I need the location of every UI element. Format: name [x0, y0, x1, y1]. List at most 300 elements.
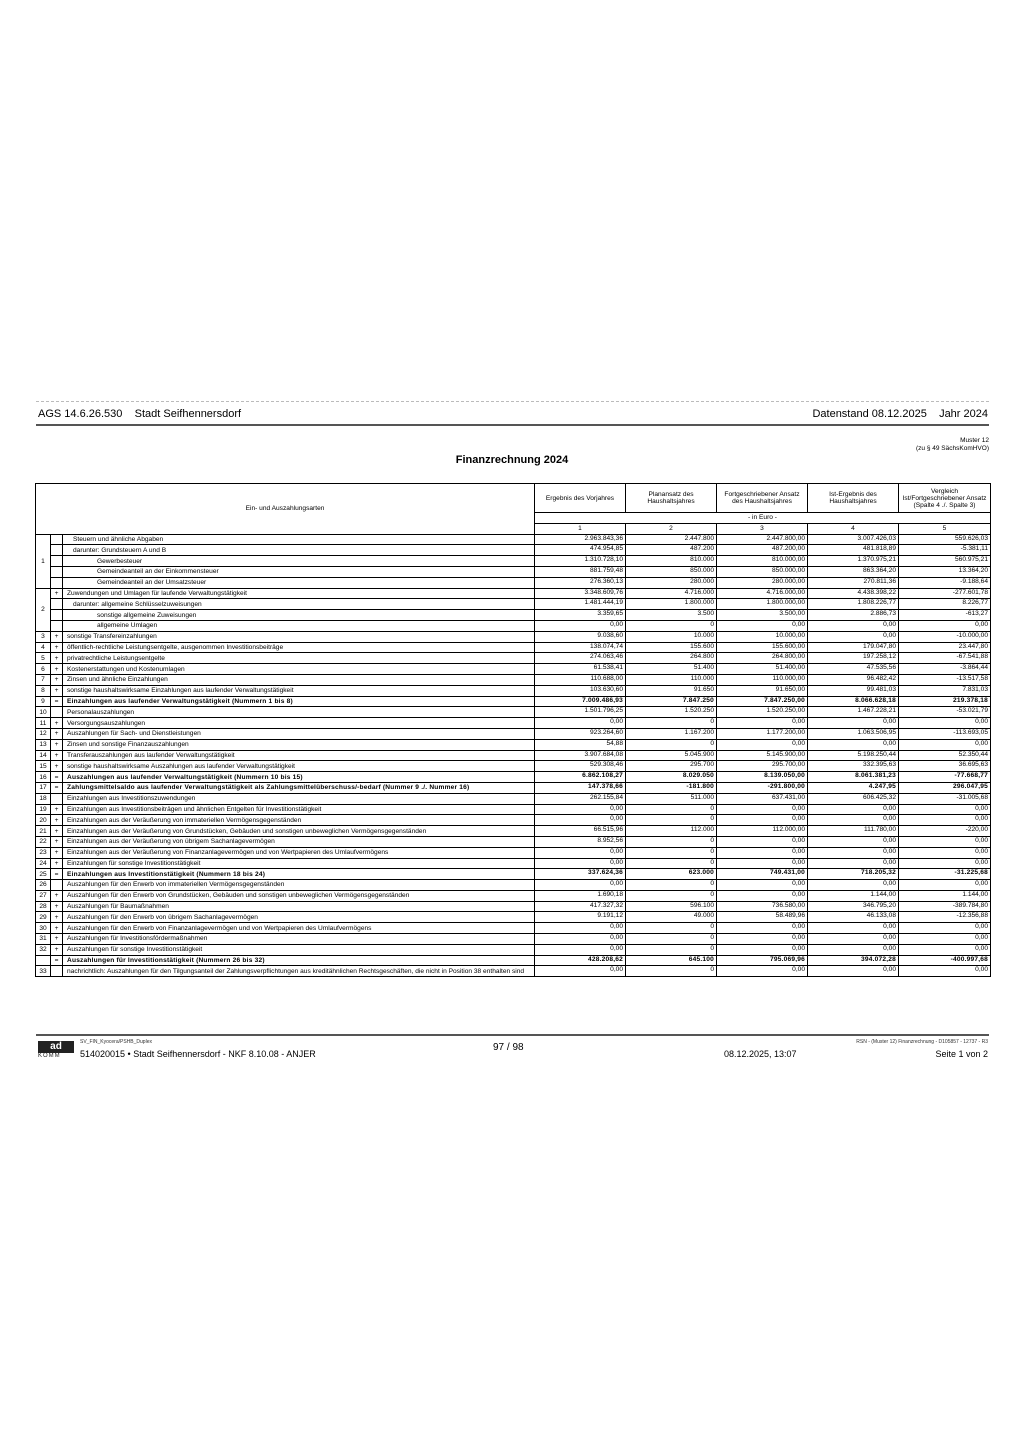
row-operator: +: [51, 826, 63, 837]
value-col-1: 138.074,74: [535, 642, 626, 653]
row-number: 1: [36, 534, 51, 588]
row-label: Auszahlungen aus laufender Verwaltungstätigkeit (Nummern 10 bis 15): [63, 772, 535, 783]
row-label: sonstige allgemeine Zuweisungen: [63, 610, 535, 621]
value-col-3: 0,00: [717, 847, 808, 858]
table-row: [36, 880, 991, 891]
value-col-3: 850.000,00: [717, 566, 808, 577]
value-col-3: 0,00: [717, 923, 808, 934]
row-label: Transferauszahlungen aus laufender Verwaltungstätigkeit: [63, 750, 535, 761]
row-label: Auszahlungen für den Erwerb von Grundstücken, Gebäuden und sonstigen unbeweglichen Vermögensgegenständen: [63, 890, 535, 901]
row-operator: [51, 534, 63, 545]
value-col-4: 1.370.975,21: [808, 556, 899, 567]
value-col-1: 417.327,32: [535, 901, 626, 912]
value-col-3: 810.000,00: [717, 556, 808, 567]
row-label: Zuwendungen und Umlagen für laufende Verwaltungstätigkeit: [63, 588, 535, 599]
value-col-4: 8.061.381,23: [808, 772, 899, 783]
value-col-2: 1.800.000: [626, 599, 717, 610]
row-number: 27: [36, 890, 51, 901]
value-col-1: 61.538,41: [535, 664, 626, 675]
row-operator: =: [51, 696, 63, 707]
table-row: [36, 793, 991, 804]
value-col-1: 0,00: [535, 847, 626, 858]
value-col-1: 1.501.796,25: [535, 707, 626, 718]
value-col-2: 0: [626, 858, 717, 869]
value-col-5: 0,00: [899, 804, 991, 815]
table-row: [36, 707, 991, 718]
value-col-4: 0,00: [808, 858, 899, 869]
value-col-1: 103.630,60: [535, 685, 626, 696]
col-header-5: Vergleich Ist/Fortgeschriebener Ansatz (Spalte 4 ./. Spalte 3): [899, 484, 991, 513]
row-label: darunter: allgemeine Schlüsselzuweisungen: [63, 599, 535, 610]
value-col-5: -400.997,68: [899, 955, 991, 966]
value-col-5: 52.350,44: [899, 750, 991, 761]
row-operator: [51, 793, 63, 804]
row-operator: +: [51, 685, 63, 696]
value-col-2: 0: [626, 836, 717, 847]
value-col-1: 0,00: [535, 944, 626, 955]
muster-line1: Muster 12: [960, 437, 989, 444]
value-col-1: 529.308,46: [535, 761, 626, 772]
value-col-2: 280.000: [626, 577, 717, 588]
value-col-4: 863.364,20: [808, 566, 899, 577]
row-label: Auszahlungen für den Erwerb von immateriellen Vermögensgegenständen: [63, 880, 535, 891]
value-col-3: 0,00: [717, 718, 808, 729]
value-col-2: 112.000: [626, 826, 717, 837]
unit-row: - in Euro -: [535, 513, 991, 524]
row-operator: +: [51, 934, 63, 945]
value-col-2: 91.650: [626, 685, 717, 696]
value-col-1: 0,00: [535, 966, 626, 977]
row-operator: +: [51, 718, 63, 729]
table-row: [36, 653, 991, 664]
table-row: [36, 847, 991, 858]
value-col-5: -220,00: [899, 826, 991, 837]
value-col-4: 481.818,89: [808, 545, 899, 556]
row-number: 30: [36, 923, 51, 934]
table-row: [36, 728, 991, 739]
value-col-1: 0,00: [535, 815, 626, 826]
value-col-4: 0,00: [808, 966, 899, 977]
value-col-4: 0,00: [808, 718, 899, 729]
value-col-5: 0,00: [899, 923, 991, 934]
value-col-5: -77.668,77: [899, 772, 991, 783]
value-col-4: 4.438.398,22: [808, 588, 899, 599]
value-col-5: 560.975,21: [899, 556, 991, 567]
footer-rule: [36, 1034, 989, 1036]
value-col-2: 295.700: [626, 761, 717, 772]
value-col-4: 0,00: [808, 934, 899, 945]
row-number: 29: [36, 912, 51, 923]
col-number-5: 5: [899, 523, 991, 534]
row-label: öffentlich-rechtliche Leistungsentgelte, ausgenommen Investitionsbeiträge: [63, 642, 535, 653]
row-operator: +: [51, 631, 63, 642]
value-col-4: 1.063.506,95: [808, 728, 899, 739]
value-col-1: 147.378,66: [535, 782, 626, 793]
footer-source: 514020015 • Stadt Seifhennersdorf - NKF 8.10.08 - ANJER: [80, 1049, 316, 1059]
value-col-4: 4.247,95: [808, 782, 899, 793]
row-label: sonstige Transfereinzahlungen: [63, 631, 535, 642]
table-row: [36, 674, 991, 685]
print-date: 08.12.2025, 13:07: [724, 1049, 797, 1059]
value-col-4: 46.133,08: [808, 912, 899, 923]
row-label: Auszahlungen für Sach- und Dienstleistungen: [63, 728, 535, 739]
value-col-1: 274.063,46: [535, 653, 626, 664]
value-col-4: 0,00: [808, 923, 899, 934]
row-number: 21: [36, 826, 51, 837]
row-operator: [51, 599, 63, 610]
value-col-1: 110.688,00: [535, 674, 626, 685]
table-row: [36, 815, 991, 826]
value-col-2: 810.000: [626, 556, 717, 567]
value-col-3: 736.580,00: [717, 901, 808, 912]
row-label: Einzahlungen aus der Veräußerung von übrigem Sachanlagevermögen: [63, 836, 535, 847]
row-operator: [51, 566, 63, 577]
value-col-5: -389.784,80: [899, 901, 991, 912]
row-number: 19: [36, 804, 51, 815]
value-col-4: 3.007.426,03: [808, 534, 899, 545]
table-row: [36, 966, 991, 977]
table-row: [36, 534, 991, 545]
value-col-4: 47.535,56: [808, 664, 899, 675]
table-row: [36, 566, 991, 577]
row-number: 22: [36, 836, 51, 847]
row-label: sonstige haushaltswirksame Einzahlungen aus laufender Verwaltungstätigkeit: [63, 685, 535, 696]
row-label: Auszahlungen für den Erwerb von übrigem Sachanlagevermögen: [63, 912, 535, 923]
row-label: privatrechtliche Leistungsentgelte: [63, 653, 535, 664]
table-row: [36, 772, 991, 783]
header-rule: [36, 424, 989, 426]
value-col-1: 0,00: [535, 804, 626, 815]
value-col-3: 0,00: [717, 739, 808, 750]
value-col-2: 596.100: [626, 901, 717, 912]
value-col-4: 0,00: [808, 880, 899, 891]
row-label: Steuern und ähnliche Abgaben: [63, 534, 535, 545]
row-label: nachrichtlich: Auszahlungen für den Tilgungsanteil der Zahlungsverpflichtungen aus kreditähnlichen Rechtsgeschäften, die nicht in Position 38 enthalten sind: [63, 966, 535, 977]
value-col-5: 0,00: [899, 944, 991, 955]
value-col-2: 110.000: [626, 674, 717, 685]
table-row: [36, 664, 991, 675]
col-header-4: Ist-Ergebnis des Haushaltsjahres: [808, 484, 899, 513]
finance-table-body: [36, 534, 991, 977]
row-operator: =: [51, 869, 63, 880]
value-col-4: 8.066.628,18: [808, 696, 899, 707]
value-col-3: 1.520.250,00: [717, 707, 808, 718]
table-row: [36, 761, 991, 772]
datenstand: Datenstand 08.12.2025: [812, 408, 927, 420]
footer-report-id: RSN - (Muster 12) Finanzrechnung - D105857 - 12737 - R3: [856, 1039, 988, 1045]
value-col-4: 111.780,00: [808, 826, 899, 837]
value-col-1: 7.009.486,93: [535, 696, 626, 707]
row-operator: +: [51, 815, 63, 826]
row-number: 10: [36, 707, 51, 718]
table-row: [36, 858, 991, 869]
col-header-3: Fortgeschriebener Ansatz des Haushaltsjahres: [717, 484, 808, 513]
value-col-4: 96.482,42: [808, 674, 899, 685]
value-col-2: 0: [626, 966, 717, 977]
table-row: [36, 750, 991, 761]
row-label: Auszahlungen für Investitionstätigkeit (Nummern 26 bis 32): [63, 955, 535, 966]
value-col-1: 9.191,12: [535, 912, 626, 923]
value-col-1: 0,00: [535, 880, 626, 891]
value-col-2: 0: [626, 880, 717, 891]
value-col-5: 0,00: [899, 847, 991, 858]
value-col-3: 5.145.900,00: [717, 750, 808, 761]
muster-note: [916, 437, 989, 453]
value-col-3: 8.139.050,00: [717, 772, 808, 783]
row-operator: [51, 545, 63, 556]
row-label: Zinsen und sonstige Finanzauszahlungen: [63, 739, 535, 750]
row-number: 24: [36, 858, 51, 869]
table-row: [36, 545, 991, 556]
value-col-5: -53.021,79: [899, 707, 991, 718]
value-col-3: 0,00: [717, 620, 808, 631]
value-col-5: 8.226,77: [899, 599, 991, 610]
row-label: Einzahlungen aus Investitionsbeiträgen und ähnlichen Entgelten für Investitionstätigkeit: [63, 804, 535, 815]
ags-code: AGS 14.6.26.530: [38, 408, 123, 420]
value-col-5: -9.188,64: [899, 577, 991, 588]
value-col-5: 296.047,95: [899, 782, 991, 793]
row-number: 23: [36, 847, 51, 858]
page-counter: 97 / 98: [493, 1042, 524, 1053]
value-col-2: 3.500: [626, 610, 717, 621]
value-col-1: 54,88: [535, 739, 626, 750]
row-number: 14: [36, 750, 51, 761]
row-label: Auszahlungen für sonstige Investitionstätigkeit: [63, 944, 535, 955]
value-col-2: 0: [626, 620, 717, 631]
row-number: 6: [36, 664, 51, 675]
value-col-1: 0,00: [535, 934, 626, 945]
value-col-2: 8.029.050: [626, 772, 717, 783]
value-col-1: 6.862.108,27: [535, 772, 626, 783]
value-col-2: 0: [626, 890, 717, 901]
row-label: Auszahlungen für den Erwerb von Finanzanlagevermögen und von Wertpapieren des Umlaufvermögens: [63, 923, 535, 934]
page-of: Seite 1 von 2: [935, 1049, 988, 1059]
row-operator: +: [51, 836, 63, 847]
value-col-3: 112.000,00: [717, 826, 808, 837]
row-number: [36, 955, 51, 966]
row-label: Versorgungsauszahlungen: [63, 718, 535, 729]
logo-sub: KOMM: [38, 1053, 61, 1059]
row-number: 20: [36, 815, 51, 826]
value-col-1: 3.907.684,08: [535, 750, 626, 761]
row-number: 9: [36, 696, 51, 707]
muster-line2: (zu § 49 SächsKomHVO): [916, 445, 989, 452]
value-col-2: 511.000: [626, 793, 717, 804]
value-col-4: 0,00: [808, 804, 899, 815]
row-operator: +: [51, 912, 63, 923]
value-col-5: -13.517,58: [899, 674, 991, 685]
value-col-4: 99.481,03: [808, 685, 899, 696]
value-col-4: 0,00: [808, 631, 899, 642]
value-col-1: 3.359,65: [535, 610, 626, 621]
header-right: [812, 408, 988, 420]
row-number: 33: [36, 966, 51, 977]
value-col-1: 262.155,84: [535, 793, 626, 804]
row-operator: [51, 707, 63, 718]
row-number: 28: [36, 901, 51, 912]
value-col-2: 645.100: [626, 955, 717, 966]
row-number: 12: [36, 728, 51, 739]
logo-mark: ad: [38, 1041, 74, 1053]
value-col-2: 0: [626, 944, 717, 955]
value-col-4: 2.886,73: [808, 610, 899, 621]
value-col-3: 110.000,00: [717, 674, 808, 685]
row-operator: [51, 966, 63, 977]
row-operator: +: [51, 588, 63, 599]
header-left: [38, 408, 241, 420]
row-operator: [51, 577, 63, 588]
value-col-3: -291.800,00: [717, 782, 808, 793]
value-col-4: 270.811,36: [808, 577, 899, 588]
row-number: 26: [36, 880, 51, 891]
value-col-4: 394.072,28: [808, 955, 899, 966]
value-col-3: 4.716.000,00: [717, 588, 808, 599]
value-col-1: 0,00: [535, 923, 626, 934]
value-col-1: 337.624,36: [535, 869, 626, 880]
row-label: Einzahlungen aus der Veräußerung von immateriellen Vermögensgegenständen: [63, 815, 535, 826]
value-col-3: 10.000,00: [717, 631, 808, 642]
value-col-3: 295.700,00: [717, 761, 808, 772]
value-col-5: -12.356,88: [899, 912, 991, 923]
value-col-1: 474.954,85: [535, 545, 626, 556]
value-col-5: 0,00: [899, 620, 991, 631]
value-col-4: 0,00: [808, 944, 899, 955]
value-col-3: 155.600,00: [717, 642, 808, 653]
value-col-3: 7.847.250,00: [717, 696, 808, 707]
value-col-5: -67.541,88: [899, 653, 991, 664]
value-col-2: 623.000: [626, 869, 717, 880]
col-number-1: 1: [535, 523, 626, 534]
value-col-3: 264.800,00: [717, 653, 808, 664]
row-number: 15: [36, 761, 51, 772]
row-number: 4: [36, 642, 51, 653]
table-row: [36, 890, 991, 901]
row-label: Einzahlungen aus Investitionstätigkeit (Nummern 18 bis 24): [63, 869, 535, 880]
table-row: [36, 685, 991, 696]
table-row: [36, 836, 991, 847]
value-col-4: 0,00: [808, 847, 899, 858]
value-col-2: 10.000: [626, 631, 717, 642]
jahr: Jahr 2024: [939, 408, 988, 420]
row-number: 8: [36, 685, 51, 696]
value-col-5: -277.601,78: [899, 588, 991, 599]
value-col-1: 1.310.728,10: [535, 556, 626, 567]
municipality-name: Stadt Seifhennersdorf: [134, 408, 242, 420]
row-operator: [51, 610, 63, 621]
row-number: 16: [36, 772, 51, 783]
value-col-1: 0,00: [535, 858, 626, 869]
value-col-4: 0,00: [808, 739, 899, 750]
table-row: [36, 901, 991, 912]
row-number: 7: [36, 674, 51, 685]
value-col-1: 0,00: [535, 620, 626, 631]
col-header-2: Planansatz des Haushaltsjahres: [626, 484, 717, 513]
value-col-2: 51.400: [626, 664, 717, 675]
table-row: [36, 718, 991, 729]
table-row: [36, 577, 991, 588]
value-col-1: 1.481.444,19: [535, 599, 626, 610]
value-col-5: 0,00: [899, 836, 991, 847]
value-col-3: 0,00: [717, 836, 808, 847]
row-operator: +: [51, 664, 63, 675]
table-row: [36, 642, 991, 653]
value-col-2: 155.600: [626, 642, 717, 653]
value-col-3: 749.431,00: [717, 869, 808, 880]
value-col-2: 850.000: [626, 566, 717, 577]
table-row: [36, 696, 991, 707]
row-operator: +: [51, 728, 63, 739]
value-col-1: 1.690,18: [535, 890, 626, 901]
row-operator: +: [51, 858, 63, 869]
row-label: Kostenerstattungen und Kostenumlagen: [63, 664, 535, 675]
finance-table: [35, 483, 991, 977]
value-col-3: 0,00: [717, 934, 808, 945]
row-label: allgemeine Umlagen: [63, 620, 535, 631]
value-col-2: 1.167.200: [626, 728, 717, 739]
row-label: Einzahlungen aus der Veräußerung von Grundstücken, Gebäuden und sonstigen unbeweglichen Vermögensgegenständen: [63, 826, 535, 837]
value-col-2: 7.847.250: [626, 696, 717, 707]
value-col-3: 0,00: [717, 966, 808, 977]
col-number-3: 3: [717, 523, 808, 534]
value-col-5: 0,00: [899, 858, 991, 869]
col-number-2: 2: [626, 523, 717, 534]
row-number: 31: [36, 934, 51, 945]
row-operator: =: [51, 955, 63, 966]
value-col-1: 2.963.843,36: [535, 534, 626, 545]
value-col-1: 428.208,62: [535, 955, 626, 966]
value-col-1: 923.264,60: [535, 728, 626, 739]
row-label: Personalauszahlungen: [63, 707, 535, 718]
value-col-4: 5.198.250,44: [808, 750, 899, 761]
row-operator: +: [51, 804, 63, 815]
col-header-1: Ergebnis des Vorjahres: [535, 484, 626, 513]
value-col-3: 3.500,00: [717, 610, 808, 621]
table-row: [36, 631, 991, 642]
value-col-3: 0,00: [717, 880, 808, 891]
value-col-2: 0: [626, 739, 717, 750]
value-col-4: 718.205,32: [808, 869, 899, 880]
value-col-5: -613,27: [899, 610, 991, 621]
table-row: [36, 912, 991, 923]
value-col-1: 9.038,60: [535, 631, 626, 642]
value-col-4: 606.425,32: [808, 793, 899, 804]
value-col-2: 487.200: [626, 545, 717, 556]
row-operator: +: [51, 653, 63, 664]
row-operator: +: [51, 847, 63, 858]
page-header: [38, 408, 988, 420]
value-col-3: 2.447.800,00: [717, 534, 808, 545]
row-operator: +: [51, 750, 63, 761]
value-col-3: 795.069,96: [717, 955, 808, 966]
row-number: 2: [36, 588, 51, 631]
value-col-5: 0,00: [899, 934, 991, 945]
value-col-2: 264.800: [626, 653, 717, 664]
value-col-2: 0: [626, 934, 717, 945]
row-label: Einzahlungen aus der Veräußerung von Finanzanlagevermögen und von Wertpapieren des Umlaufvermögens: [63, 847, 535, 858]
row-label: Gemeindeanteil an der Umsatzsteuer: [63, 577, 535, 588]
table-row: [36, 955, 991, 966]
value-col-4: 332.395,63: [808, 761, 899, 772]
table-row: [36, 739, 991, 750]
value-col-2: 0: [626, 923, 717, 934]
value-col-4: 346.795,20: [808, 901, 899, 912]
value-col-3: 58.489,96: [717, 912, 808, 923]
value-col-3: 280.000,00: [717, 577, 808, 588]
row-operator: +: [51, 944, 63, 955]
table-row: [36, 610, 991, 621]
value-col-1: 276.360,13: [535, 577, 626, 588]
value-col-1: 66.515,96: [535, 826, 626, 837]
